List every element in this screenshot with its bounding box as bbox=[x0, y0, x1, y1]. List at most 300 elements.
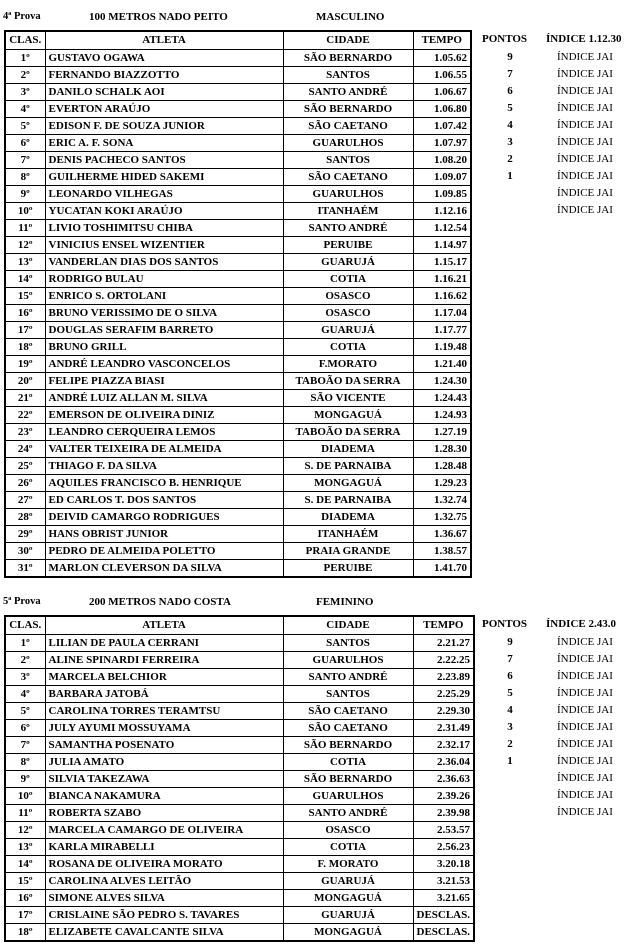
clas-cell: 18º bbox=[5, 924, 45, 942]
time-cell: 1.06.80 bbox=[413, 101, 471, 118]
time-cell: 1.06.67 bbox=[413, 84, 471, 101]
clas-cell: 11º bbox=[5, 805, 45, 822]
clas-cell: 3º bbox=[5, 84, 45, 101]
time-cell: 2.31.49 bbox=[413, 720, 474, 737]
clas-cell: 18º bbox=[5, 339, 45, 356]
section-header bbox=[0, 8, 636, 26]
city-cell: S. DE PARNAIBA bbox=[283, 492, 413, 509]
athlete-cell: ANDRÉ LUIZ ALLAN M. SILVA bbox=[45, 390, 283, 407]
clas-cell: 4º bbox=[5, 686, 45, 703]
athlete-cell: MARCELA BELCHIOR bbox=[45, 669, 283, 686]
event-title: 100 METROS NADO PEITO bbox=[89, 11, 228, 23]
table-row bbox=[5, 84, 471, 101]
header-atleta: ATLETA bbox=[45, 616, 283, 635]
clas-cell: 19º bbox=[5, 356, 45, 373]
points-value: 1 bbox=[507, 170, 513, 182]
table-row bbox=[5, 458, 471, 475]
points-value: 3 bbox=[507, 136, 513, 148]
city-cell: PERUIBE bbox=[283, 560, 413, 578]
index-value: ÍNDICE JAI bbox=[557, 721, 613, 733]
city-cell: COTIA bbox=[283, 754, 413, 771]
clas-cell: 14º bbox=[5, 271, 45, 288]
city-cell: SÃO BERNARDO bbox=[283, 737, 413, 754]
clas-cell: 15º bbox=[5, 873, 45, 890]
clas-cell: 12º bbox=[5, 822, 45, 839]
clas-cell: 30º bbox=[5, 543, 45, 560]
clas-cell: 17º bbox=[5, 907, 45, 924]
city-cell: DIADEMA bbox=[283, 509, 413, 526]
table-row bbox=[5, 907, 474, 924]
index-value: ÍNDICE JAI bbox=[557, 170, 613, 182]
table-row bbox=[5, 890, 474, 907]
table-row bbox=[5, 203, 471, 220]
points-row bbox=[482, 185, 636, 202]
time-cell: DESCLAS. bbox=[413, 907, 474, 924]
index-value: ÍNDICE JAI bbox=[557, 670, 613, 682]
points-row bbox=[482, 719, 636, 736]
time-cell: 2.21.27 bbox=[413, 635, 474, 652]
table-row bbox=[5, 669, 474, 686]
clas-cell: 2º bbox=[5, 67, 45, 84]
time-cell: 2.39.26 bbox=[413, 788, 474, 805]
points-value: 5 bbox=[507, 687, 513, 699]
index-value: ÍNDICE JAI bbox=[557, 789, 613, 801]
athlete-cell: MARLON CLEVERSON DA SILVA bbox=[45, 560, 283, 578]
time-cell: 2.22.25 bbox=[413, 652, 474, 669]
athlete-cell: JULIA AMATO bbox=[45, 754, 283, 771]
table-row bbox=[5, 652, 474, 669]
athlete-cell: EDISON F. DE SOUZA JUNIOR bbox=[45, 118, 283, 135]
index-value: ÍNDICE JAI bbox=[557, 687, 613, 699]
index-value: ÍNDICE JAI bbox=[557, 85, 613, 97]
athlete-cell: ELIZABETE CAVALCANTE SILVA bbox=[45, 924, 283, 942]
time-cell: 1.15.17 bbox=[413, 254, 471, 271]
clas-cell: 8º bbox=[5, 754, 45, 771]
city-cell: MONGAGUÁ bbox=[283, 890, 413, 907]
city-cell: SÃO BERNARDO bbox=[283, 101, 413, 118]
clas-cell: 15º bbox=[5, 288, 45, 305]
table-row bbox=[5, 839, 474, 856]
table-row bbox=[5, 635, 474, 652]
athlete-cell: MARCELA CAMARGO DE OLIVEIRA bbox=[45, 822, 283, 839]
city-cell: SÃO CAETANO bbox=[283, 118, 413, 135]
table-row bbox=[5, 118, 471, 135]
time-cell: 2.36.04 bbox=[413, 754, 474, 771]
city-cell: MONGAGUÁ bbox=[283, 407, 413, 424]
time-cell: 1.28.48 bbox=[413, 458, 471, 475]
table-row bbox=[5, 526, 471, 543]
points-row bbox=[482, 83, 636, 100]
time-cell: 1.09.07 bbox=[413, 169, 471, 186]
time-cell: 2.29.30 bbox=[413, 703, 474, 720]
table-row bbox=[5, 754, 474, 771]
time-cell: 1.36.67 bbox=[413, 526, 471, 543]
city-cell: ITANHAÉM bbox=[283, 526, 413, 543]
time-cell: 1.05.62 bbox=[413, 50, 471, 67]
clas-cell: 29º bbox=[5, 526, 45, 543]
city-cell: S. DE PARNAIBA bbox=[283, 458, 413, 475]
time-cell: 1.24.93 bbox=[413, 407, 471, 424]
points-row bbox=[482, 634, 636, 651]
time-cell: 1.12.54 bbox=[413, 220, 471, 237]
time-cell: 1.16.62 bbox=[413, 288, 471, 305]
athlete-cell: YUCATAN KOKI ARAÚJO bbox=[45, 203, 283, 220]
header-pontos: PONTOS bbox=[482, 33, 528, 45]
athlete-cell: ENRICO S. ORTOLANI bbox=[45, 288, 283, 305]
index-value: ÍNDICE JAI bbox=[557, 738, 613, 750]
clas-cell: 23º bbox=[5, 424, 45, 441]
clas-cell: 16º bbox=[5, 305, 45, 322]
athlete-cell: ERIC A. F. SONA bbox=[45, 135, 283, 152]
index-value: ÍNDICE JAI bbox=[557, 102, 613, 114]
athlete-cell: DEIVID CAMARGO RODRIGUES bbox=[45, 509, 283, 526]
clas-cell: 24º bbox=[5, 441, 45, 458]
table-row bbox=[5, 788, 474, 805]
table-row bbox=[5, 856, 474, 873]
table-row bbox=[5, 543, 471, 560]
athlete-cell: THIAGO F. DA SILVA bbox=[45, 458, 283, 475]
index-value: ÍNDICE JAI bbox=[557, 772, 613, 784]
table-row bbox=[5, 737, 474, 754]
time-cell: 3.21.53 bbox=[413, 873, 474, 890]
time-cell: 2.39.98 bbox=[413, 805, 474, 822]
clas-cell: 13º bbox=[5, 839, 45, 856]
table-row bbox=[5, 822, 474, 839]
time-cell: 1.09.85 bbox=[413, 186, 471, 203]
header-cidade: CIDADE bbox=[283, 616, 413, 635]
athlete-cell: DANILO SCHALK AOI bbox=[45, 84, 283, 101]
header-tempo: TEMPO bbox=[413, 616, 474, 635]
city-cell: SANTO ANDRÉ bbox=[283, 669, 413, 686]
index-value: ÍNDICE JAI bbox=[557, 51, 613, 63]
city-cell: SANTOS bbox=[283, 152, 413, 169]
athlete-cell: DENIS PACHECO SANTOS bbox=[45, 152, 283, 169]
points-value: 2 bbox=[507, 738, 513, 750]
clas-cell: 11º bbox=[5, 220, 45, 237]
time-cell: 1.38.57 bbox=[413, 543, 471, 560]
header-indice: ÍNDICE 1.12.30 bbox=[546, 33, 622, 45]
points-row bbox=[482, 168, 636, 185]
athlete-cell: LILIAN DE PAULA CERRANI bbox=[45, 635, 283, 652]
athlete-cell: SAMANTHA POSENATO bbox=[45, 737, 283, 754]
city-cell: SÃO CAETANO bbox=[283, 703, 413, 720]
table-row bbox=[5, 356, 471, 373]
table-row bbox=[5, 509, 471, 526]
city-cell: TABOÃO DA SERRA bbox=[283, 373, 413, 390]
header-pontos: PONTOS bbox=[482, 618, 528, 630]
section-header bbox=[0, 593, 636, 611]
athlete-cell: ROBERTA SZABO bbox=[45, 805, 283, 822]
points-row bbox=[482, 685, 636, 702]
table-row bbox=[5, 560, 471, 578]
athlete-cell: HANS OBRIST JUNIOR bbox=[45, 526, 283, 543]
city-cell: GUARUJÁ bbox=[283, 322, 413, 339]
city-cell: COTIA bbox=[283, 339, 413, 356]
city-cell: PERUIBE bbox=[283, 237, 413, 254]
clas-cell: 20º bbox=[5, 373, 45, 390]
clas-cell: 25º bbox=[5, 458, 45, 475]
city-cell: SANTOS bbox=[283, 635, 413, 652]
table-row bbox=[5, 720, 474, 737]
time-cell: 1.17.77 bbox=[413, 322, 471, 339]
city-cell: DIADEMA bbox=[283, 441, 413, 458]
city-cell: SANTO ANDRÉ bbox=[283, 220, 413, 237]
clas-cell: 12º bbox=[5, 237, 45, 254]
clas-cell: 6º bbox=[5, 720, 45, 737]
table-row bbox=[5, 271, 471, 288]
athlete-cell: BARBARA JATOBÁ bbox=[45, 686, 283, 703]
athlete-cell: EVERTON ARAÚJO bbox=[45, 101, 283, 118]
points-value: 4 bbox=[507, 119, 513, 131]
city-cell: SÃO VICENTE bbox=[283, 390, 413, 407]
athlete-cell: FELIPE PIAZZA BIASI bbox=[45, 373, 283, 390]
points-row bbox=[482, 202, 636, 219]
athlete-cell: CRISLAINE SÃO PEDRO S. TAVARES bbox=[45, 907, 283, 924]
clas-cell: 17º bbox=[5, 322, 45, 339]
athlete-cell: ANDRÉ LEANDRO VASCONCELOS bbox=[45, 356, 283, 373]
points-row bbox=[482, 770, 636, 787]
time-cell: 1.32.74 bbox=[413, 492, 471, 509]
clas-cell: 28º bbox=[5, 509, 45, 526]
city-cell: MONGAGUÁ bbox=[283, 475, 413, 492]
time-cell: 3.20.18 bbox=[413, 856, 474, 873]
city-cell: F.MORATO bbox=[283, 356, 413, 373]
clas-cell: 22º bbox=[5, 407, 45, 424]
clas-cell: 27º bbox=[5, 492, 45, 509]
city-cell: SÃO BERNARDO bbox=[283, 50, 413, 67]
points-value: 7 bbox=[507, 653, 513, 665]
time-cell: 1.08.20 bbox=[413, 152, 471, 169]
table-row bbox=[5, 305, 471, 322]
athlete-cell: RODRIGO BULAU bbox=[45, 271, 283, 288]
table-row bbox=[5, 254, 471, 271]
time-cell: 1.24.43 bbox=[413, 390, 471, 407]
table-row bbox=[5, 390, 471, 407]
time-cell: 2.23.89 bbox=[413, 669, 474, 686]
city-cell: GUARULHOS bbox=[283, 652, 413, 669]
clas-cell: 2º bbox=[5, 652, 45, 669]
index-value: ÍNDICE JAI bbox=[557, 187, 613, 199]
athlete-cell: FERNANDO BIAZZOTTO bbox=[45, 67, 283, 84]
athlete-cell: SIMONE ALVES SILVA bbox=[45, 890, 283, 907]
clas-cell: 1º bbox=[5, 50, 45, 67]
athlete-cell: BRUNO VERISSIMO DE O SILVA bbox=[45, 305, 283, 322]
time-cell: 1.28.30 bbox=[413, 441, 471, 458]
athlete-cell: CAROLINA ALVES LEITÃO bbox=[45, 873, 283, 890]
athlete-cell: GUSTAVO OGAWA bbox=[45, 50, 283, 67]
athlete-cell: EMERSON DE OLIVEIRA DINIZ bbox=[45, 407, 283, 424]
table-row bbox=[5, 152, 471, 169]
header-atleta: ATLETA bbox=[45, 31, 283, 50]
city-cell: OSASCO bbox=[283, 288, 413, 305]
city-cell: GUARULHOS bbox=[283, 186, 413, 203]
athlete-cell: PEDRO DE ALMEIDA POLETTO bbox=[45, 543, 283, 560]
time-cell: 1.17.04 bbox=[413, 305, 471, 322]
table-row bbox=[5, 339, 471, 356]
athlete-cell: GUILHERME HIDED SAKEMI bbox=[45, 169, 283, 186]
athlete-cell: LEONARDO VILHEGAS bbox=[45, 186, 283, 203]
index-value: ÍNDICE JAI bbox=[557, 755, 613, 767]
index-value: ÍNDICE JAI bbox=[557, 653, 613, 665]
time-cell: 1.29.23 bbox=[413, 475, 471, 492]
clas-cell: 26º bbox=[5, 475, 45, 492]
table-row bbox=[5, 492, 471, 509]
city-cell: SÃO CAETANO bbox=[283, 169, 413, 186]
time-cell: 2.36.63 bbox=[413, 771, 474, 788]
table-row bbox=[5, 771, 474, 788]
table-row bbox=[5, 475, 471, 492]
city-cell: SANTO ANDRÉ bbox=[283, 84, 413, 101]
header-clas: CLAS. bbox=[5, 616, 45, 635]
gender-label: MASCULINO bbox=[316, 11, 385, 23]
table-row bbox=[5, 220, 471, 237]
city-cell: OSASCO bbox=[283, 305, 413, 322]
index-value: ÍNDICE JAI bbox=[557, 68, 613, 80]
time-cell: 1.14.97 bbox=[413, 237, 471, 254]
index-value: ÍNDICE JAI bbox=[557, 704, 613, 716]
city-cell: F. MORATO bbox=[283, 856, 413, 873]
city-cell: TABOÃO DA SERRA bbox=[283, 424, 413, 441]
results-table bbox=[4, 615, 475, 942]
points-row bbox=[482, 668, 636, 685]
city-cell: MONGAGUÁ bbox=[283, 924, 413, 942]
athlete-cell: VALTER TEIXEIRA DE ALMEIDA bbox=[45, 441, 283, 458]
points-row bbox=[482, 702, 636, 719]
athlete-cell: CAROLINA TORRES TERAMTSU bbox=[45, 703, 283, 720]
clas-cell: 5º bbox=[5, 703, 45, 720]
clas-cell: 5º bbox=[5, 118, 45, 135]
city-cell: GUARUJÁ bbox=[283, 907, 413, 924]
clas-cell: 9º bbox=[5, 771, 45, 788]
time-cell: 1.24.30 bbox=[413, 373, 471, 390]
index-value: ÍNDICE JAI bbox=[557, 119, 613, 131]
athlete-cell: ROSANA DE OLIVEIRA MORATO bbox=[45, 856, 283, 873]
points-value: 5 bbox=[507, 102, 513, 114]
time-cell: 1.21.40 bbox=[413, 356, 471, 373]
athlete-cell: ED CARLOS T. DOS SANTOS bbox=[45, 492, 283, 509]
index-value: ÍNDICE JAI bbox=[557, 636, 613, 648]
points-row bbox=[482, 49, 636, 66]
table-row bbox=[5, 169, 471, 186]
points-row bbox=[482, 117, 636, 134]
clas-cell: 7º bbox=[5, 152, 45, 169]
city-cell: SANTO ANDRÉ bbox=[283, 805, 413, 822]
table-row bbox=[5, 67, 471, 84]
index-value: ÍNDICE JAI bbox=[557, 153, 613, 165]
table-row bbox=[5, 237, 471, 254]
table-row bbox=[5, 924, 474, 942]
clas-cell: 31º bbox=[5, 560, 45, 578]
table-row bbox=[5, 703, 474, 720]
athlete-cell: BIANCA NAKAMURA bbox=[45, 788, 283, 805]
city-cell: PRAIA GRANDE bbox=[283, 543, 413, 560]
points-value: 3 bbox=[507, 721, 513, 733]
city-cell: SANTOS bbox=[283, 67, 413, 84]
athlete-cell: LIVIO TOSHIMITSU CHIBA bbox=[45, 220, 283, 237]
clas-cell: 13º bbox=[5, 254, 45, 271]
time-cell: 1.07.97 bbox=[413, 135, 471, 152]
points-row bbox=[482, 651, 636, 668]
athlete-cell: KARLA MIRABELLI bbox=[45, 839, 283, 856]
index-value: ÍNDICE JAI bbox=[557, 204, 613, 216]
points-value: 7 bbox=[507, 68, 513, 80]
clas-cell: 14º bbox=[5, 856, 45, 873]
city-cell: GUARUJÁ bbox=[283, 873, 413, 890]
time-cell: 2.53.57 bbox=[413, 822, 474, 839]
clas-cell: 6º bbox=[5, 135, 45, 152]
points-value: 6 bbox=[507, 670, 513, 682]
city-cell: GUARULHOS bbox=[283, 135, 413, 152]
points-value: 6 bbox=[507, 85, 513, 97]
points-row bbox=[482, 787, 636, 804]
header-tempo: TEMPO bbox=[413, 31, 471, 50]
table-row bbox=[5, 373, 471, 390]
points-value: 1 bbox=[507, 755, 513, 767]
city-cell: SÃO CAETANO bbox=[283, 720, 413, 737]
gender-label: FEMININO bbox=[316, 596, 374, 608]
table-row bbox=[5, 424, 471, 441]
athlete-cell: LEANDRO CERQUEIRA LEMOS bbox=[45, 424, 283, 441]
table-row bbox=[5, 873, 474, 890]
table-row bbox=[5, 407, 471, 424]
prova-label: 5ª Prova bbox=[3, 596, 41, 607]
city-cell: GUARUJÁ bbox=[283, 254, 413, 271]
header-cidade: CIDADE bbox=[283, 31, 413, 50]
points-row bbox=[482, 151, 636, 168]
points-value: 2 bbox=[507, 153, 513, 165]
city-cell: SÃO BERNARDO bbox=[283, 771, 413, 788]
time-cell: DESCLAS. bbox=[413, 924, 474, 942]
header-clas: CLAS. bbox=[5, 31, 45, 50]
table-row bbox=[5, 135, 471, 152]
city-cell: COTIA bbox=[283, 271, 413, 288]
event-title: 200 METROS NADO COSTA bbox=[89, 596, 231, 608]
time-cell: 2.56.23 bbox=[413, 839, 474, 856]
city-cell: GUARULHOS bbox=[283, 788, 413, 805]
clas-cell: 16º bbox=[5, 890, 45, 907]
athlete-cell: BRUNO GRILL bbox=[45, 339, 283, 356]
time-cell: 2.25.29 bbox=[413, 686, 474, 703]
athlete-cell: AQUILES FRANCISCO B. HENRIQUE bbox=[45, 475, 283, 492]
time-cell: 1.06.55 bbox=[413, 67, 471, 84]
clas-cell: 9º bbox=[5, 186, 45, 203]
athlete-cell: VINICIUS ENSEL WIZENTIER bbox=[45, 237, 283, 254]
time-cell: 2.32.17 bbox=[413, 737, 474, 754]
table-header-row bbox=[5, 616, 474, 635]
city-cell: OSASCO bbox=[283, 822, 413, 839]
table-row bbox=[5, 288, 471, 305]
points-row bbox=[482, 753, 636, 770]
clas-cell: 1º bbox=[5, 635, 45, 652]
index-value: ÍNDICE JAI bbox=[557, 136, 613, 148]
points-row bbox=[482, 100, 636, 117]
clas-cell: 4º bbox=[5, 101, 45, 118]
clas-cell: 10º bbox=[5, 203, 45, 220]
points-value: 4 bbox=[507, 704, 513, 716]
athlete-cell: JULY AYUMI MOSSUYAMA bbox=[45, 720, 283, 737]
time-cell: 1.12.16 bbox=[413, 203, 471, 220]
table-row bbox=[5, 322, 471, 339]
points-value: 9 bbox=[507, 51, 513, 63]
athlete-cell: SILVIA TAKEZAWA bbox=[45, 771, 283, 788]
index-value: ÍNDICE JAI bbox=[557, 806, 613, 818]
table-row bbox=[5, 101, 471, 118]
table-row bbox=[5, 441, 471, 458]
clas-cell: 21º bbox=[5, 390, 45, 407]
athlete-cell: DOUGLAS SERAFIM BARRETO bbox=[45, 322, 283, 339]
time-cell: 1.32.75 bbox=[413, 509, 471, 526]
table-row bbox=[5, 805, 474, 822]
